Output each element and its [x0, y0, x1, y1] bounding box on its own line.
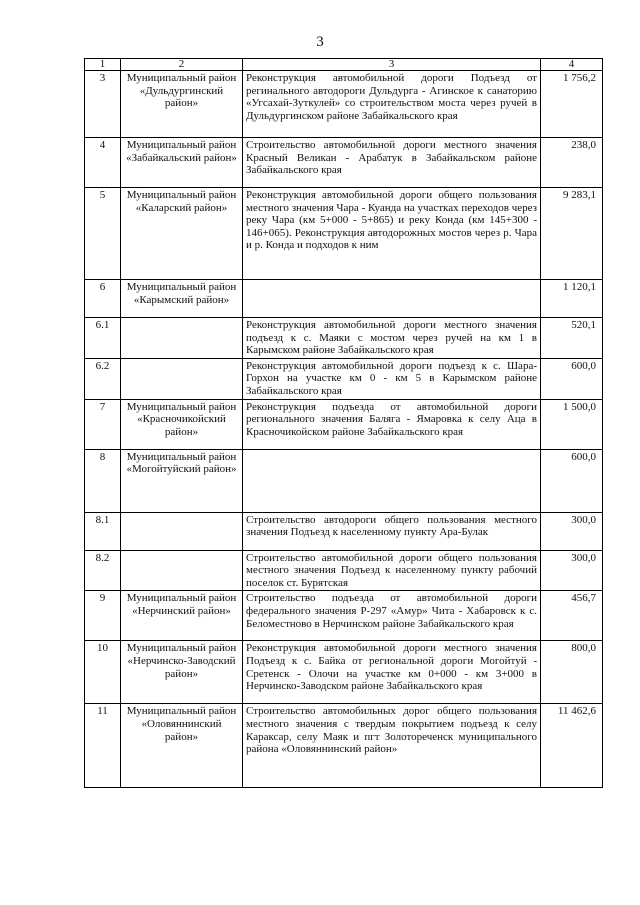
table-row [85, 399, 603, 449]
row-amount: 238,0 [541, 138, 603, 188]
row-number: 8.2 [85, 550, 121, 591]
row-description [243, 280, 541, 318]
roads-table [84, 58, 603, 788]
row-description: Строительство автомобильной дороги местного значения Красный Великан - Арабатук в Забайкальском районе Забайкальского края [243, 138, 541, 188]
table-row [85, 71, 603, 138]
row-district [121, 358, 243, 399]
row-amount: 600,0 [541, 358, 603, 399]
header-col-2: 2 [121, 59, 243, 71]
row-district: Муниципальный район «Забайкальский район» [121, 138, 243, 188]
row-number: 9 [85, 591, 121, 641]
row-description: Строительство автомобильной дороги общего пользования местного значения Подъезд к населенному пункту рабочий поселок ст. Бурятская [243, 550, 541, 591]
row-description: Строительство подъезда от автомобильной дороги федерального значения Р-297 «Амур» Чита - Хабаровск к с. Беломестново в Нерчинском районе Забайкальского края [243, 591, 541, 641]
row-description: Строительство автомобильных дорог общего пользования местного значения с твердым покрытием подъезд к селу Караксар, селу Маяк и пгт Золотореченск муниципального района «Оловяннинский район» [243, 704, 541, 788]
row-district: Муниципальный район «Дульдургинский район» [121, 71, 243, 138]
row-district: Муниципальный район «Нерчинско-Заводский район» [121, 641, 243, 704]
row-amount: 9 283,1 [541, 188, 603, 280]
row-description: Реконструкция автомобильной дороги местного значения подъезд к с. Маяки с мостом через ручей на км 1 в Карымском районе Забайкальского края [243, 318, 541, 359]
page-number: 3 [316, 34, 324, 50]
row-amount: 300,0 [541, 512, 603, 550]
row-district: Муниципальный район «Могойтуйский район» [121, 449, 243, 512]
row-amount: 456,7 [541, 591, 603, 641]
row-number: 3 [85, 71, 121, 138]
row-amount: 11 462,6 [541, 704, 603, 788]
row-district: Муниципальный район «Нерчинский район» [121, 591, 243, 641]
table-row [85, 280, 603, 318]
row-district [121, 550, 243, 591]
row-amount: 1 756,2 [541, 71, 603, 138]
table-row [85, 318, 603, 359]
header-col-3: 3 [243, 59, 541, 71]
row-district: Муниципальный район «Карымский район» [121, 280, 243, 318]
row-district [121, 512, 243, 550]
row-district: Муниципальный район «Оловяннинский район» [121, 704, 243, 788]
table-row [85, 641, 603, 704]
table-row [85, 449, 603, 512]
row-amount: 800,0 [541, 641, 603, 704]
table-row [85, 591, 603, 641]
row-district: Муниципальный район «Красночикойский район» [121, 399, 243, 449]
row-district [121, 318, 243, 359]
row-amount: 600,0 [541, 449, 603, 512]
header-col-1: 1 [85, 59, 121, 71]
row-description: Реконструкция автомобильной дороги Подъезд от регинального автодороги Дульдурга - Агинское к санаторию «Угсахай-Зуткулей» со строительством моста через ручей в Дульдургинском районе Забайкальского края [243, 71, 541, 138]
row-description: Реконструкция автомобильной дороги местного значения Подъезд к с. Байка от региональной дороги Могойтуй - Сретенск - Олочи на участке км 0+000 - км 3+000 в Нерчинско-Заводском районе Забайкальского края [243, 641, 541, 704]
row-amount: 1 120,1 [541, 280, 603, 318]
table-row [85, 512, 603, 550]
table-row [85, 550, 603, 591]
row-amount: 1 500,0 [541, 399, 603, 449]
row-description: Реконструкция подъезда от автомобильной дороги регионального значения Баляга - Ямаровка к селу Аца в Красночикойском районе Забайкальского края [243, 399, 541, 449]
row-description: Строительство автодороги общего пользования местного значения Подъезд к населенному пункту Ара-Булак [243, 512, 541, 550]
row-amount: 300,0 [541, 550, 603, 591]
header-row [85, 59, 603, 71]
row-description: Реконструкция автомобильной дороги общего пользования местного значения Чара - Куанда на участках переходов через реку Чара (км 5+000 - 5+865) и реку Конда (км 145+300 - 146+065). Реконструкция автодорожных мостов через р. Чара и р. Конда и подходов к ним [243, 188, 541, 280]
row-number: 7 [85, 399, 121, 449]
table-row [85, 138, 603, 188]
header-col-4: 4 [541, 59, 603, 71]
row-number: 8.1 [85, 512, 121, 550]
row-number: 10 [85, 641, 121, 704]
row-number: 8 [85, 449, 121, 512]
row-description [243, 449, 541, 512]
row-district: Муниципальный район «Каларский район» [121, 188, 243, 280]
table-row [85, 358, 603, 399]
row-amount: 520,1 [541, 318, 603, 359]
table-row [85, 704, 603, 788]
row-number: 6.1 [85, 318, 121, 359]
row-number: 6.2 [85, 358, 121, 399]
row-number: 4 [85, 138, 121, 188]
row-description: Реконструкция автомобильной дороги подъезд к с. Шара-Горхон на участке км 0 - км 5 в Карымском районе Забайкальского края [243, 358, 541, 399]
row-number: 11 [85, 704, 121, 788]
table-row [85, 188, 603, 280]
row-number: 6 [85, 280, 121, 318]
row-number: 5 [85, 188, 121, 280]
